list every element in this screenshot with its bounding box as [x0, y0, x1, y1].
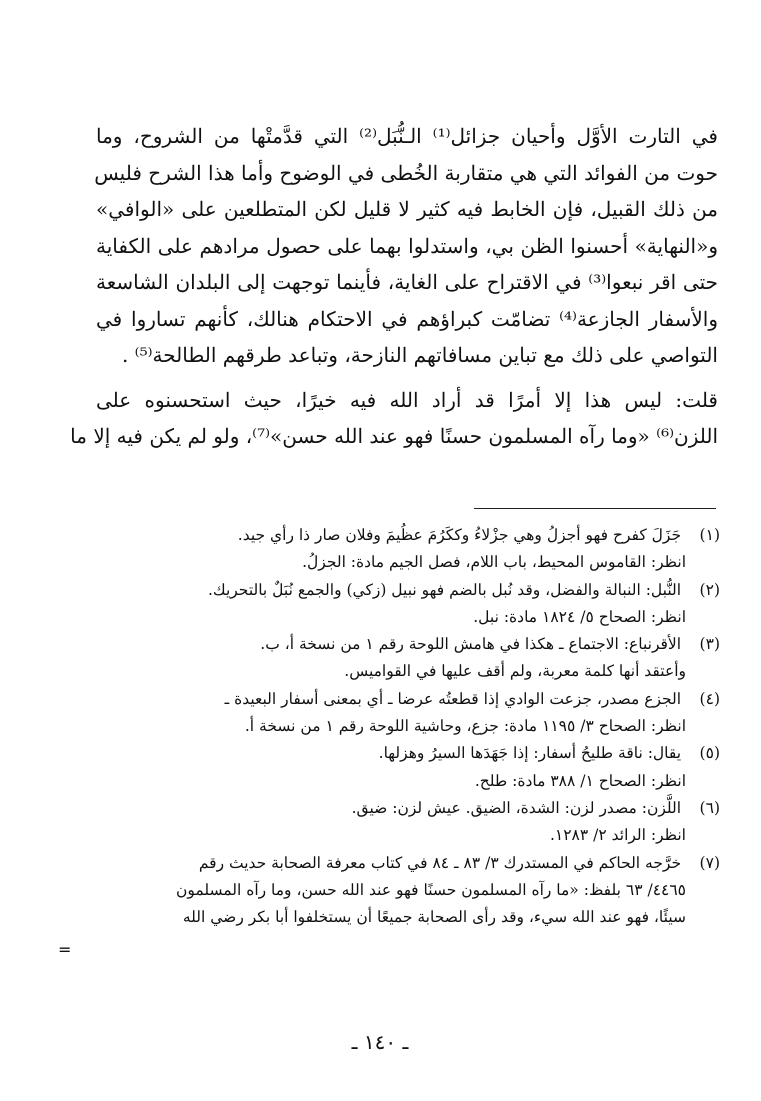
page-number: ـ ١٤٠ ـ — [351, 1030, 409, 1054]
text-line: من ذلك القبيل، فإن الخابط فيه كثير لا قليل لكن المتطلعين على «الوافي» — [96, 197, 718, 221]
footnote-7 — [96, 850, 720, 877]
footnote-text: اللَّزن: مصدر لزن: الشدة، الضيق. عيش لزن: ضيق. — [351, 798, 682, 817]
footnotes — [96, 522, 720, 931]
footnote-6 — [96, 795, 720, 822]
text-line: حتى اقر نبعوا⁽³⁾ في الاقتراح على الغاية، فأينما توجهت إلى البلدان الشاسعة — [96, 270, 718, 294]
footnote-text: انظر: الصحاح ٣/ ١١٩٥ مادة: جزع، وحاشية اللوحة رقم ١ من نسخة أ. — [244, 717, 686, 736]
text-line: اللزن⁽⁶⁾ «وما رآه المسلمون حسنًا فهو عند الله حسن»⁽⁷⁾، ولو لم يكن فيه إلا ما — [70, 424, 718, 448]
footnote-text: وأعتقد أنها كلمة معربة، ولم أقف عليها في القواميس. — [344, 662, 686, 681]
main-text — [70, 118, 718, 455]
footnote-text: انظر: الرائد ٢/ ١٢٨٣. — [549, 826, 686, 845]
footnote-text: يقال: ناقة طليحُ أسفار: إذا جَهَدَها السيرُ وهزلها. — [378, 744, 682, 763]
text-line: و«النهاية» أحسنوا الظن بي، واستدلوا بهما على حصول مرادهم على الكفاية — [96, 233, 718, 258]
paragraph-gap — [96, 374, 718, 382]
footnote-2 — [96, 577, 720, 604]
footnote-7-cont — [96, 904, 720, 931]
text-line: قلت: ليس هذا إلا أمرًا قد أراد الله فيه خيرًا، حيث استحسنوه على — [96, 387, 718, 412]
footnote-number: (٥) — [699, 744, 720, 763]
footnote-4 — [96, 686, 720, 713]
footnote-separator — [474, 508, 716, 509]
footnote-text: جَزَلَ كفرح فهو أجزلُ وهي جزْلاءُ وككَرُمَ عظُيمَ وفلان صار ذا رأي جيد. — [237, 526, 682, 544]
footnote-text: ٤٤٦٥/ ٦٣ بلفظ: «ما رآه المسلمون حسنًا فهو عند الله حسن، وما رآه المسلمون — [175, 880, 686, 899]
footnote-text: سيئًا، فهو عند الله سيء، وقد رأى الصحابة جميعًا أن يستخلفوا أبا بكر رضي الله — [182, 908, 686, 927]
text-line: في التارت الأوَّل وأحيان جزائل⁽¹⁾ الـنُّبَل⁽²⁾ التي قدَّمتْها من الشروح، وما — [96, 124, 718, 148]
footnote-3-note — [96, 658, 720, 685]
footnote-text: انظر: القاموس المحيط، باب اللام، فصل الجيم مادة: الجزلُ. — [302, 553, 686, 572]
footnote-2-source — [96, 604, 720, 631]
footnote-6-source — [96, 822, 720, 849]
footnote-5 — [96, 740, 720, 767]
footnote-4-source — [96, 713, 720, 740]
text-line: حوت من الفوائد التي هي متقاربة الخُطى في الوضوح وأما هذا الشرح فليس — [94, 160, 718, 185]
footnote-text: خرَّجه الحاكم في المستدرك ٣/ ٨٣ ـ ٨٤ في كتاب معرفة الصحابة حديث رقم — [198, 853, 682, 872]
footnote-text: انظر: الصحاح ٥/ ١٨٢٤ مادة: نبل. — [473, 607, 686, 626]
footnote-number: (٢) — [699, 580, 720, 599]
footnote-5-source — [96, 768, 720, 795]
footnote-3 — [96, 631, 720, 658]
footnote-1-source — [96, 549, 720, 576]
footnote-number: (٦) — [699, 798, 720, 817]
footnote-text: الجزع مصدر، جزعت الوادي إذا قطعتُه عرضا ـ أي بمعنى أسفار البعيدة ـ — [224, 689, 682, 708]
footnote-number: (١) — [699, 526, 720, 544]
footnote-7-cont — [96, 877, 720, 904]
footnote-1 — [96, 522, 720, 549]
footnote-text: النُّبل: النبالة والفضل، وقد نُبل بالضم فهو نبيل (زكي) والجمع نُبَلٌ بالتحريك. — [207, 580, 682, 599]
footnote-text: انظر: الصحاح ١/ ٣٨٨ مادة: طلح. — [474, 771, 686, 790]
continuation-mark: = — [58, 940, 72, 959]
footnote-number: (٤) — [699, 689, 720, 708]
footnote-number: (٣) — [699, 635, 720, 654]
footnote-text: الأقرنباع: الاجتماع ـ هكذا في هامش اللوحة رقم ١ من نسخة أ، ب. — [260, 635, 682, 654]
text-line: والأسفار الجازعة⁽⁴⁾ تضامّت كبراؤهم في الاحتكام هنالك، كأنهم تساروا في — [96, 306, 718, 331]
footnote-number: (٧) — [699, 853, 720, 872]
text-line: التواصي على ذلك مع تباين مسافاتهم النازحة، وتباعد طرقهم الطالحة⁽⁵⁾ . — [121, 343, 718, 367]
